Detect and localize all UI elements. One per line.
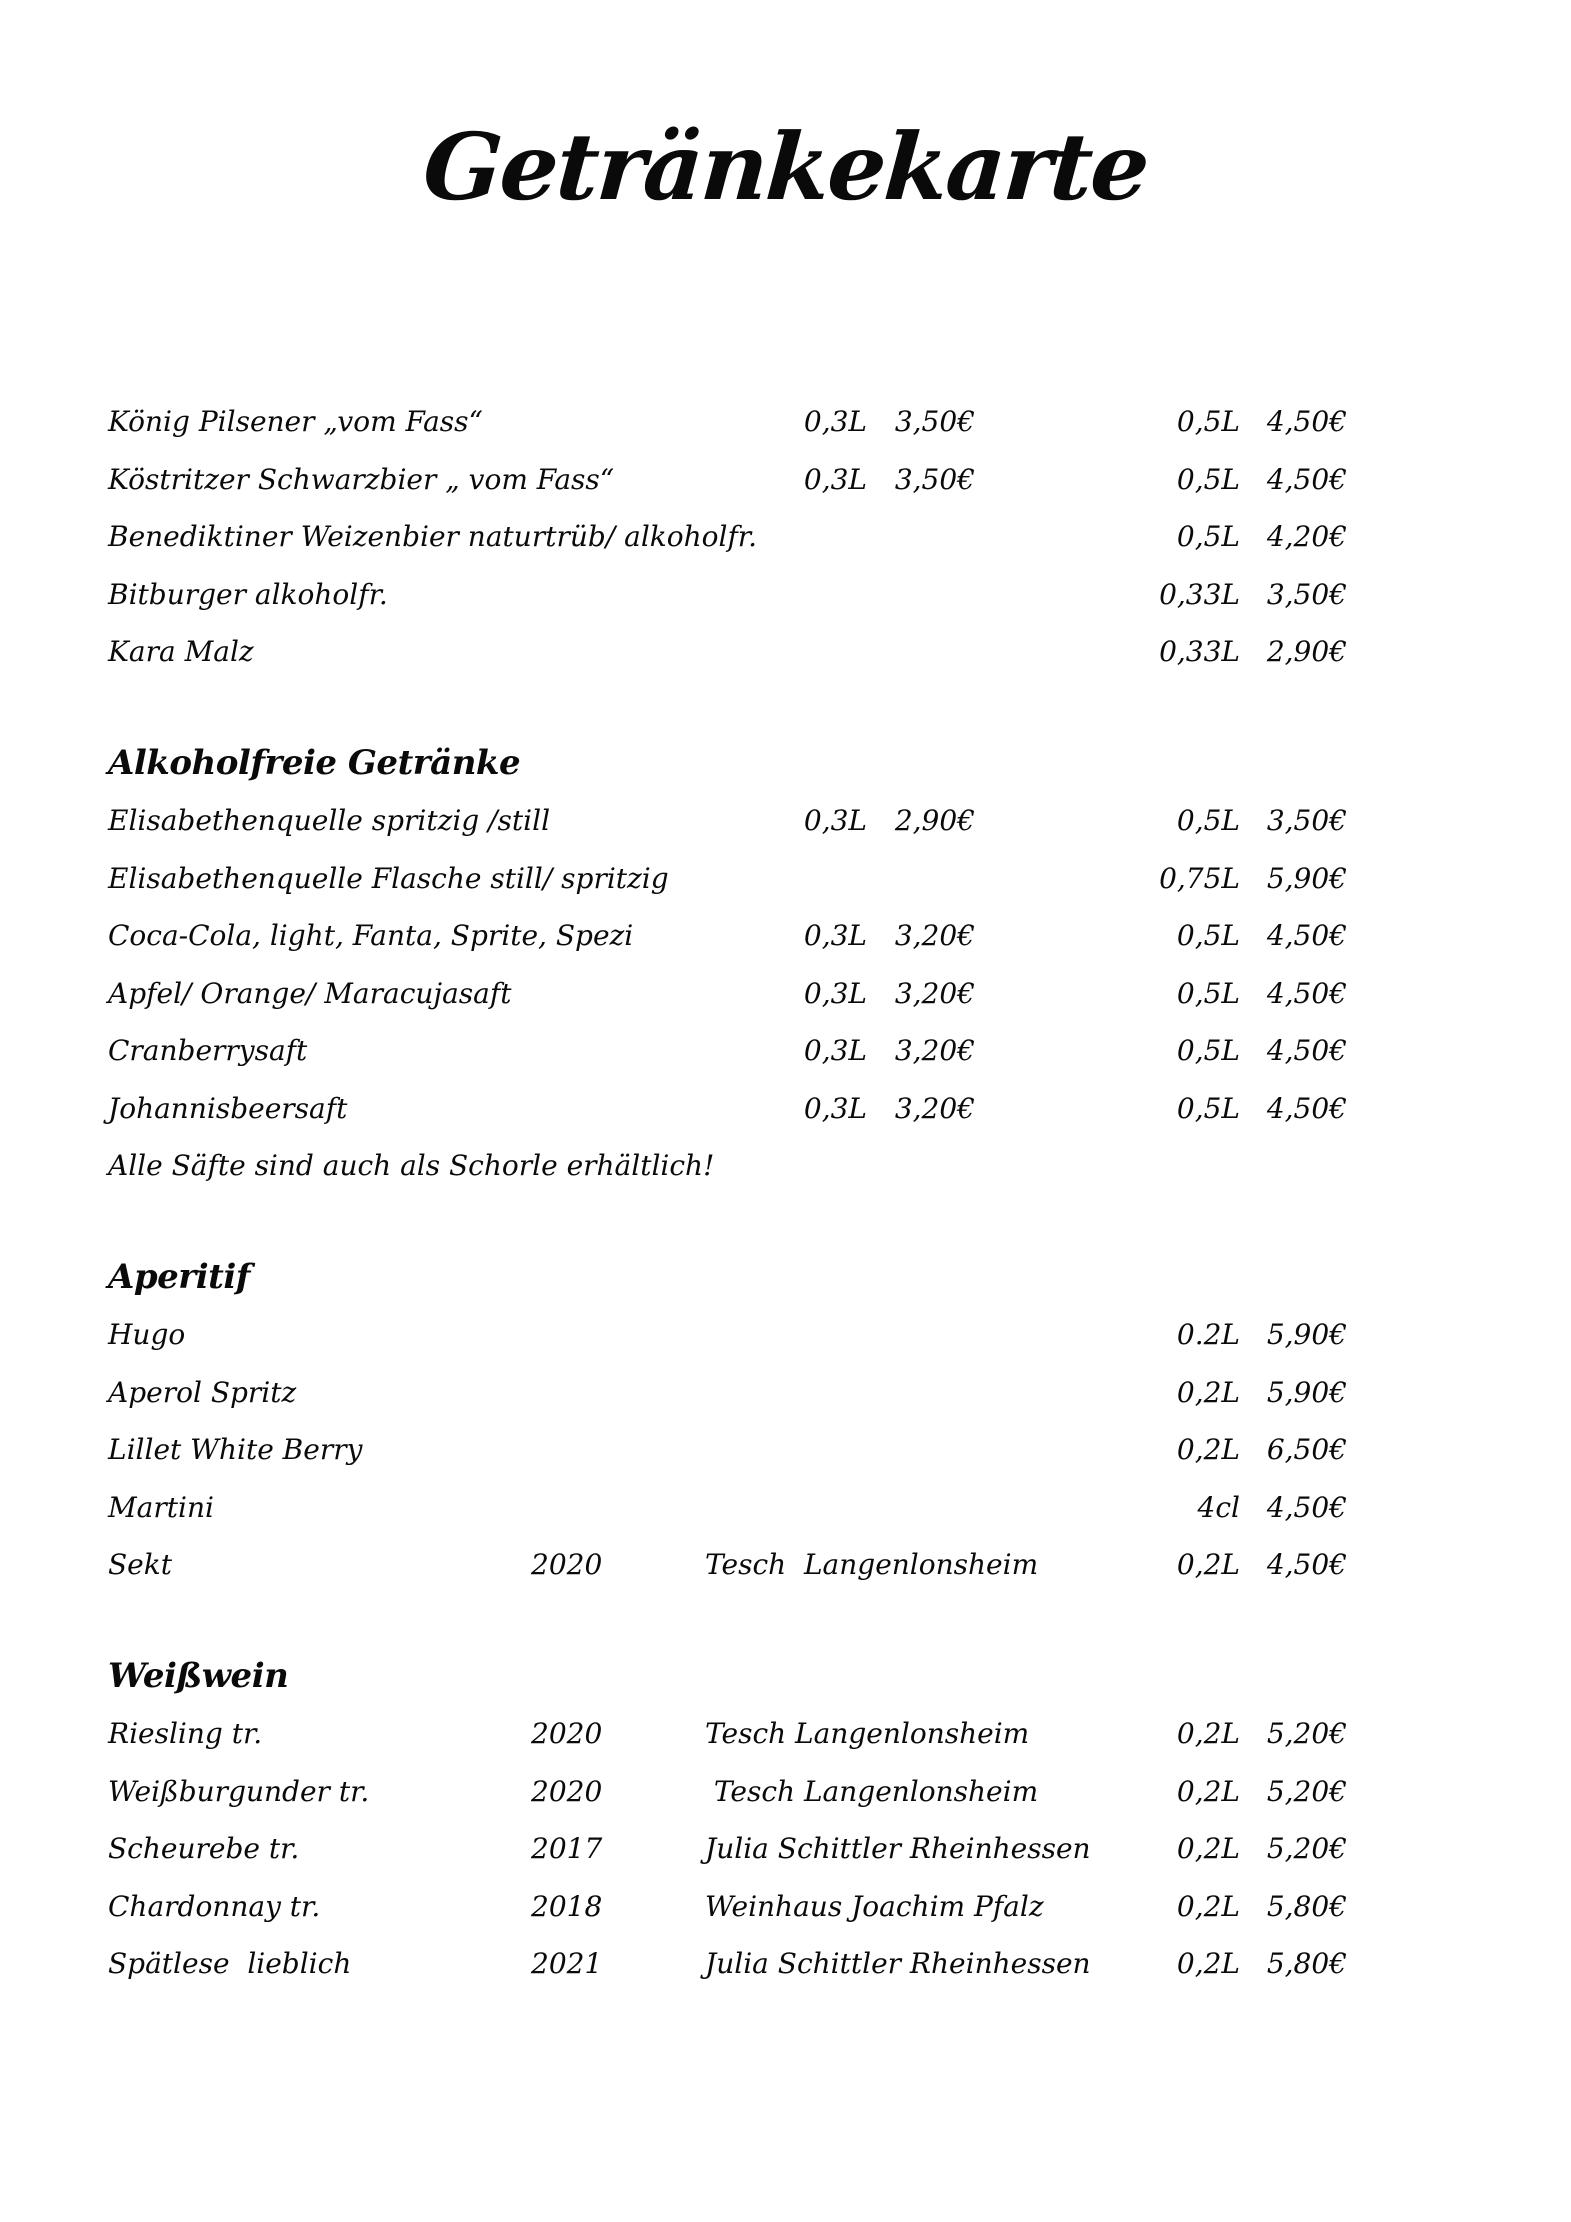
menu-row (0, 1479, 1571, 1537)
menu-row (0, 1364, 1571, 1422)
item-size-large: 0,5L (1176, 1034, 1240, 1067)
section-beers (0, 393, 1571, 681)
item-size-large: 0,2L (1176, 1433, 1240, 1466)
item-size-small: 0,3L (803, 919, 867, 952)
menu-body (0, 393, 1571, 1993)
item-size-large: 0,2L (1176, 1774, 1240, 1808)
item-producer: Tesch Langenlonsheim (705, 1717, 1030, 1750)
item-size-large: 0.2L (1176, 1318, 1240, 1351)
item-price-large: 5,20€ (1266, 1717, 1347, 1750)
item-price-small: 3,50€ (894, 462, 975, 496)
item-price-large: 3,50€ (1266, 577, 1347, 611)
menu-row (0, 508, 1571, 566)
item-price-large: 4,20€ (1266, 520, 1347, 553)
item-name: Apfel/ Orange/ Maracujasaft (108, 976, 512, 1010)
item-vintage: 2021 (531, 1947, 603, 1980)
section-heading: Aperitif (108, 1256, 250, 1297)
note-text: Alle Säfte sind auch als Schorle erhältlich! (108, 1149, 715, 1182)
item-price-large: 4,50€ (1266, 462, 1347, 496)
item-vintage: 2017 (531, 1832, 603, 1865)
item-size-large: 0,2L (1176, 1832, 1240, 1865)
item-vintage: 2018 (531, 1889, 603, 1923)
menu-row (0, 850, 1571, 908)
item-size-small: 0,3L (803, 1034, 867, 1067)
menu-row (0, 1536, 1571, 1594)
item-size-large: 0,5L (1176, 520, 1240, 553)
menu-note-row (0, 1137, 1571, 1195)
section-heading: Alkoholfreie Getränke (108, 742, 521, 783)
menu-row (0, 393, 1571, 451)
item-size-large: 4cl (1197, 1490, 1240, 1524)
item-name: Coca-Cola, light, Fanta, Sprite, Spezi (108, 919, 634, 952)
item-name: Köstritzer Schwarzbier „ vom Fass“ (108, 462, 615, 496)
item-price-large: 5,90€ (1266, 861, 1347, 895)
item-producer: Julia Schittler Rheinhessen (705, 1832, 1091, 1865)
item-size-large: 0,5L (1176, 804, 1240, 837)
item-price-large: 5,80€ (1266, 1947, 1347, 1980)
item-size-large: 0,2L (1176, 1548, 1240, 1581)
item-price-small: 3,20€ (894, 919, 975, 952)
item-producer: Weinhaus Joachim Pfalz (705, 1889, 1044, 1923)
menu-row (0, 1306, 1571, 1364)
item-size-small: 0,3L (803, 1091, 867, 1125)
item-name: Bitburger alkoholfr. (108, 577, 388, 611)
menu-row (0, 792, 1571, 850)
page-title: Getränkekarte (419, 113, 1152, 221)
item-price-small: 3,50€ (894, 405, 975, 438)
item-price-large: 4,50€ (1266, 919, 1347, 952)
item-name: König Pilsener „vom Fass“ (108, 405, 483, 438)
menu-row (0, 1878, 1571, 1936)
item-price-small: 3,20€ (894, 1034, 975, 1067)
item-name: Sekt (108, 1548, 172, 1581)
menu-row (0, 907, 1571, 965)
item-price-large: 4,50€ (1266, 1548, 1347, 1581)
item-size-small: 0,3L (803, 976, 867, 1010)
section-heading: Weißwein (108, 1655, 289, 1696)
item-name: Chardonnay tr. (108, 1889, 321, 1923)
item-size-large: 0,33L (1159, 577, 1240, 611)
item-producer: Julia Schittler Rheinhessen (705, 1947, 1091, 1980)
menu-row (0, 1421, 1571, 1479)
item-size-large: 0,5L (1176, 1091, 1240, 1125)
item-price-large: 4,50€ (1266, 1490, 1347, 1524)
item-size-large: 0,75L (1159, 861, 1240, 895)
menu-row (0, 1935, 1571, 1993)
item-size-large: 0,2L (1176, 1375, 1240, 1409)
item-price-large: 5,20€ (1266, 1774, 1347, 1808)
menu-row (0, 566, 1571, 624)
item-size-large: 0,5L (1176, 919, 1240, 952)
item-name: Elisabethenquelle Flasche still/ spritzig (108, 861, 669, 895)
item-name: Elisabethenquelle spritzig /still (108, 804, 551, 837)
item-size-large: 0,2L (1176, 1717, 1240, 1750)
item-price-small: 3,20€ (894, 1091, 975, 1125)
item-size-large: 0,2L (1176, 1889, 1240, 1923)
item-price-large: 6,50€ (1266, 1433, 1347, 1466)
menu-row (0, 1705, 1571, 1763)
item-price-small: 2,90€ (894, 804, 975, 837)
item-price-small: 3,20€ (894, 976, 975, 1010)
item-vintage: 2020 (531, 1717, 603, 1750)
item-price-large: 5,20€ (1266, 1832, 1347, 1865)
item-name: Aperol Spritz (108, 1375, 297, 1409)
item-price-large: 4,50€ (1266, 405, 1347, 438)
item-price-large: 2,90€ (1266, 635, 1347, 668)
menu-row (0, 1022, 1571, 1080)
menu-row (0, 451, 1571, 509)
item-size-large: 0,5L (1176, 462, 1240, 496)
item-size-large: 0,2L (1176, 1947, 1240, 1980)
item-name: Martini (108, 1490, 214, 1524)
menu-row (0, 1763, 1571, 1821)
item-name: Spätlese lieblich (108, 1947, 352, 1980)
item-name: Johannisbeersaft (108, 1091, 348, 1125)
menu-row (0, 965, 1571, 1023)
item-price-large: 3,50€ (1266, 804, 1347, 837)
item-size-large: 0,33L (1159, 635, 1240, 668)
item-size-small: 0,3L (803, 804, 867, 837)
item-vintage: 2020 (531, 1548, 603, 1581)
section-alkoholfreie-getraenke (0, 735, 1571, 1195)
item-name: Cranberrysaft (108, 1034, 308, 1067)
item-name: Benediktiner Weizenbier naturtrüb/ alkoholfr. (108, 520, 758, 553)
item-producer: Tesch Langenlonsheim (705, 1548, 1039, 1581)
menu-row (0, 623, 1571, 681)
item-price-large: 4,50€ (1266, 1091, 1347, 1125)
item-name: Scheurebe tr. (108, 1832, 300, 1865)
item-name: Lillet White Berry (108, 1433, 363, 1466)
item-name: Kara Malz (108, 635, 254, 668)
item-price-large: 4,50€ (1266, 976, 1347, 1010)
item-producer: Tesch Langenlonsheim (705, 1774, 1039, 1808)
item-size-small: 0,3L (803, 462, 867, 496)
section-weisswein (0, 1648, 1571, 1993)
item-name: Weißburgunder tr. (108, 1774, 370, 1808)
menu-row (0, 1080, 1571, 1138)
item-size-large: 0,5L (1176, 405, 1240, 438)
menu-row (0, 1820, 1571, 1878)
item-price-large: 4,50€ (1266, 1034, 1347, 1067)
section-aperitif (0, 1249, 1571, 1594)
item-size-large: 0,5L (1176, 976, 1240, 1010)
item-name: Hugo (108, 1318, 186, 1351)
item-price-large: 5,90€ (1266, 1318, 1347, 1351)
item-name: Riesling tr. (108, 1717, 263, 1750)
item-size-small: 0,3L (803, 405, 867, 438)
item-price-large: 5,80€ (1266, 1889, 1347, 1923)
item-vintage: 2020 (531, 1774, 603, 1808)
item-price-large: 5,90€ (1266, 1375, 1347, 1409)
